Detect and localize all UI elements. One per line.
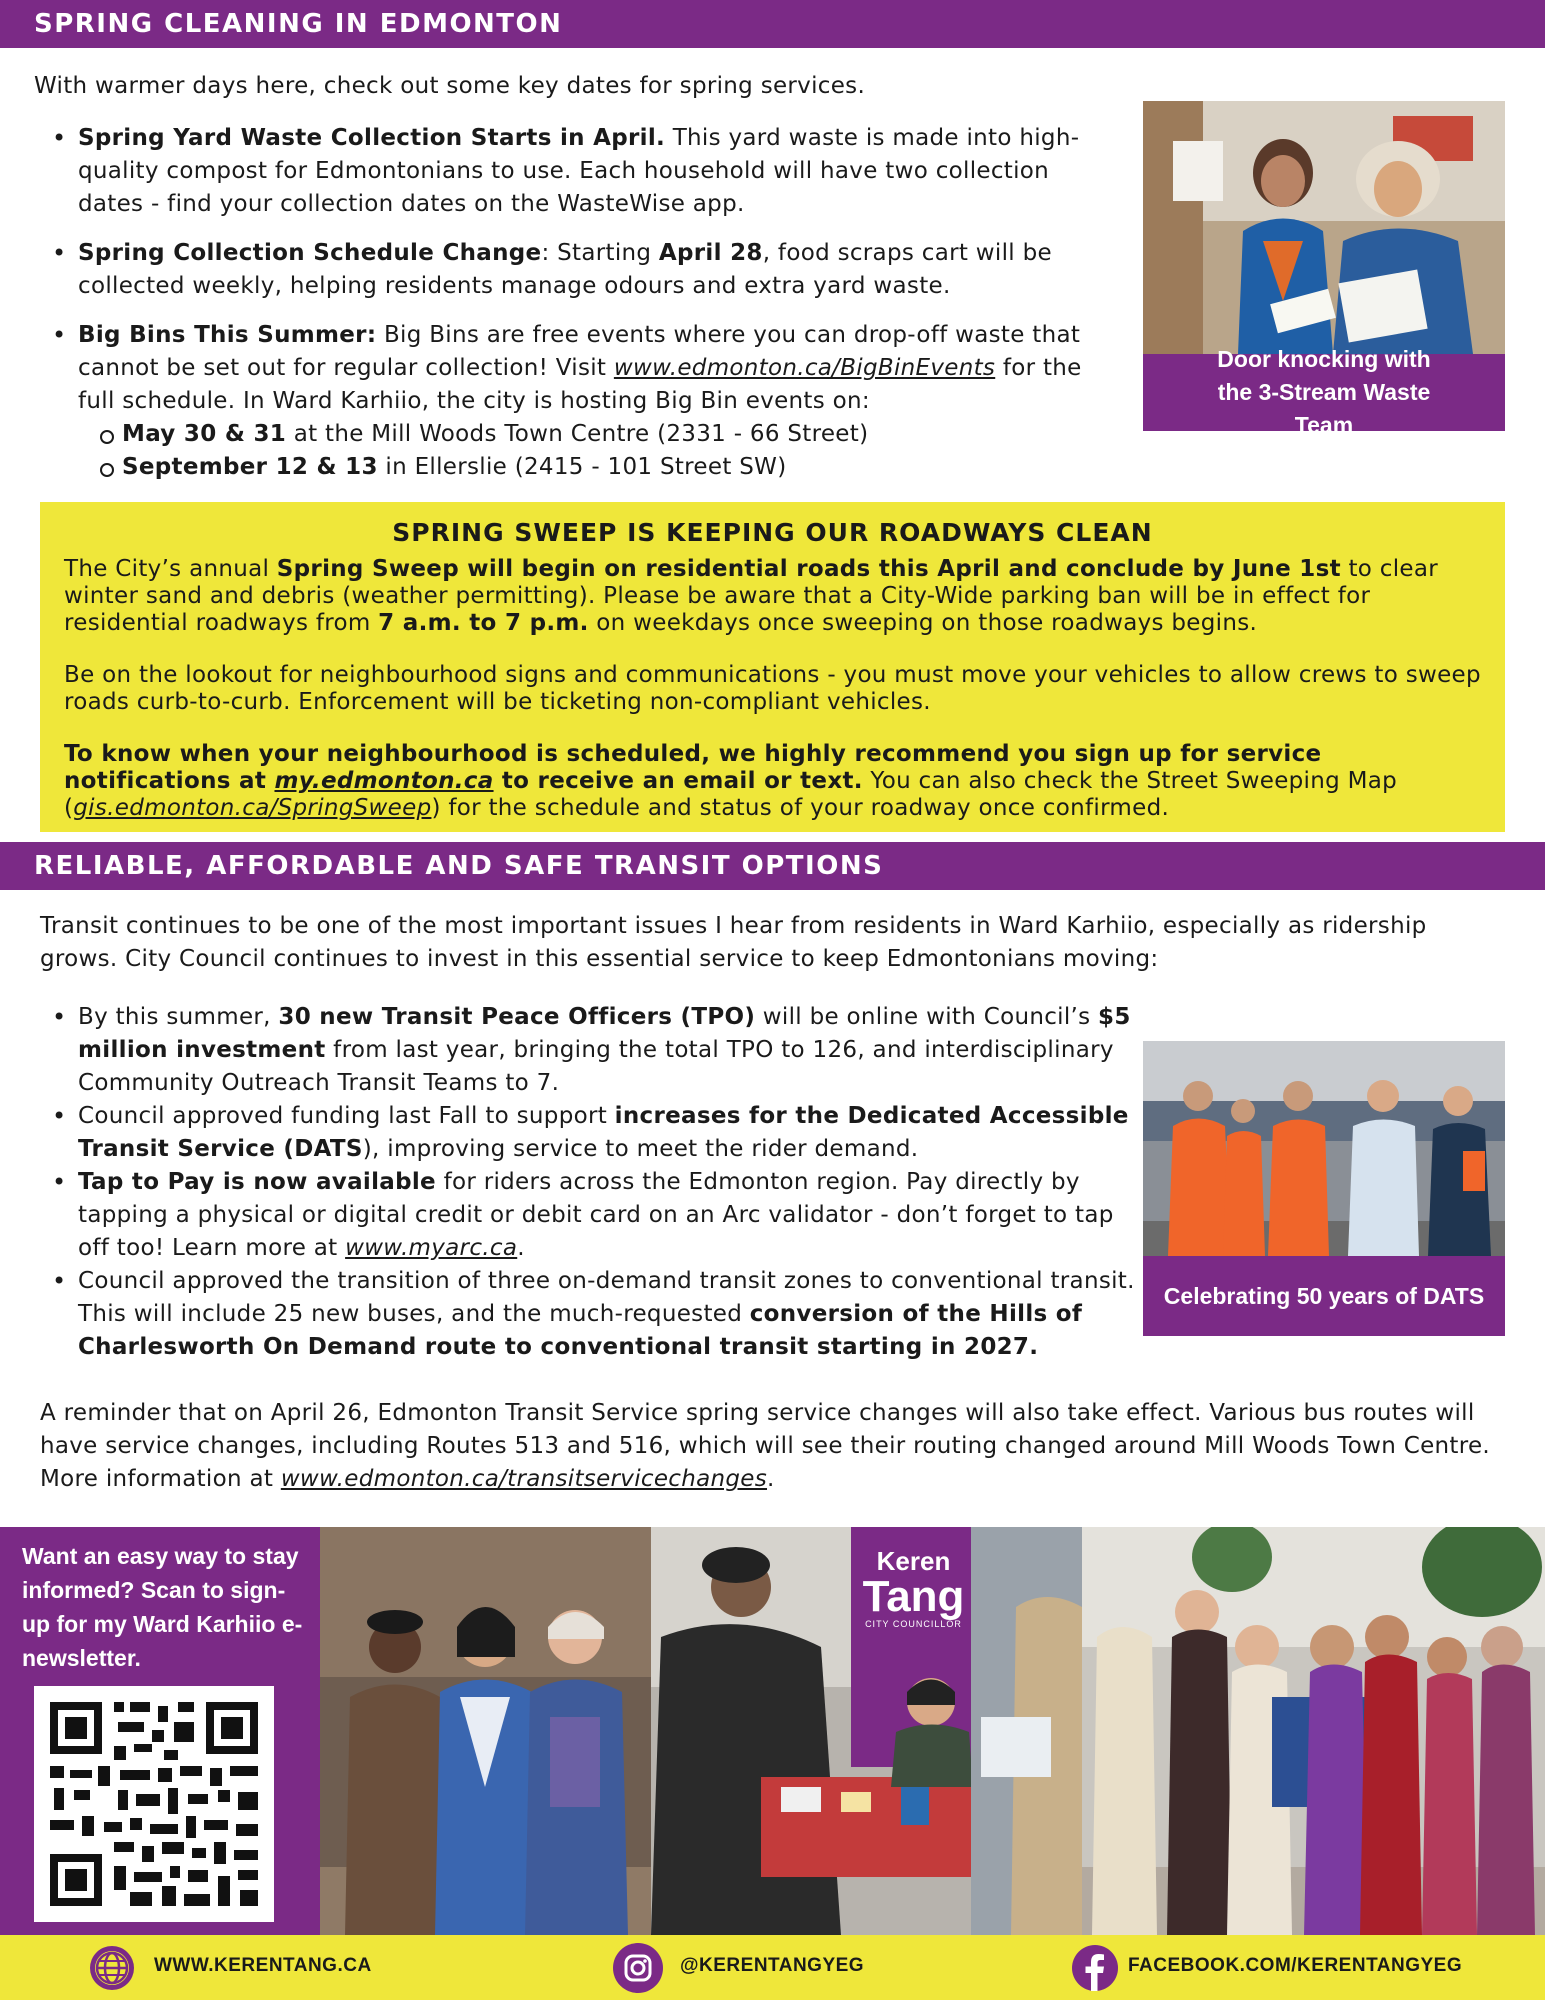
text: . (767, 1466, 775, 1492)
banner-line-1: Keren (876, 1546, 951, 1576)
myarc-link[interactable]: www.myarc.ca (345, 1235, 518, 1261)
text: By this summer, (78, 1004, 279, 1030)
facebook-link[interactable]: FACEBOOK.COM/KERENTANGYEG (1128, 1955, 1463, 1976)
date-bold: May 30 & 31 (122, 421, 287, 447)
newsletter-cta: Want an easy way to stay informed? Scan to sign-up for my Ward Karhiio e-newsletter. (22, 1543, 303, 1671)
bullet-text: : Starting (541, 240, 659, 266)
bottom-photo-strip (0, 1527, 1545, 1935)
spring-sweep-map-link[interactable]: gis.edmonton.ca/SpringSweep (73, 795, 432, 821)
banner-sign (851, 1547, 976, 1629)
transit-intro: Transit continues to be one of the most important issues I hear from residents in Ward Karhiio, especially as ridership grows. City Council continues to invest in this essential service to keep Edmontonians moving: (40, 913, 1427, 972)
bullet-bold: Spring Collection Schedule Change (78, 240, 542, 266)
date-text: in Ellerslie (2415 - 101 Street SW) (377, 454, 787, 480)
community-photo-1 (320, 1527, 651, 1935)
banner-line-2: Tang (862, 1572, 965, 1621)
door-knocking-caption (1143, 346, 1505, 438)
text: Council approved the transition of three on-demand transit zones to conventional transit. This will include 25 new buses, and the much-requested (78, 1268, 1135, 1327)
date-text: at the Mill Woods Town Centre (2331 - 66 Street) (286, 421, 869, 447)
text-bold: to receive an email or text. (493, 768, 863, 794)
sweep-paragraph-1 (64, 556, 1494, 637)
sweep-heading: SPRING SWEEP IS KEEPING OUR ROADWAYS CLEAN (392, 518, 1153, 547)
facebook-icon (1072, 1945, 1118, 1991)
community-photo-2 (651, 1527, 1082, 1935)
text: The City’s annual (64, 556, 277, 582)
dats-celebration-photo (1143, 1041, 1505, 1256)
list-item (38, 319, 1118, 484)
website-link[interactable]: WWW.KERENTANG.CA (154, 1955, 372, 1976)
text-bold: 7 a.m. to 7 p.m. (378, 610, 589, 636)
list-item (38, 1100, 1138, 1166)
transit-reminder (40, 1397, 1510, 1496)
bullet-text: for the full schedule. In Ward Karhiio, the city is hosting Big Bin events on: (78, 355, 1082, 414)
caption-text: Door knocking with the 3-Stream Waste Team (1217, 346, 1431, 438)
footer-bar (0, 1935, 1545, 2000)
spring-sweep-box (40, 502, 1505, 832)
bullet-bold: Spring Yard Waste Collection Starts in April. (78, 125, 666, 151)
text: . (517, 1235, 525, 1261)
globe-icon (90, 1946, 134, 1990)
my-edmonton-link[interactable]: my.edmonton.ca (274, 768, 494, 794)
instagram-icon (613, 1943, 663, 1993)
spring-intro: With warmer days here, check out some key dates for spring services. (34, 73, 866, 99)
text: Council approved funding last Fall to support (78, 1103, 615, 1129)
list-item (78, 451, 1118, 484)
list-item (38, 1166, 1138, 1265)
text-bold: Tap to Pay is now available (78, 1169, 436, 1195)
text-bold: $5 million investment (78, 1004, 1131, 1063)
bullet-text: This yard waste is made into high-quality compost for Edmontonians to use. Each household will have two collection dates - find your collection dates on the WasteWise app. (78, 125, 1080, 217)
spring-bullet-list (38, 122, 1118, 484)
instagram-handle[interactable]: @KERENTANGYEG (680, 1955, 865, 1976)
text: from last year, bringing the total TPO to 126, and interdisciplinary Community Outreach Transit Teams to 7. (78, 1037, 1114, 1096)
text-bold: 30 new Transit Peace Officers (TPO) (278, 1004, 756, 1030)
list-item (38, 1265, 1138, 1364)
list-item (38, 122, 1118, 221)
text-bold: Spring Sweep will begin on residential roads this April and conclude by June 1st (276, 556, 1341, 582)
text-bold: To know when your neighbourhood is scheduled, we highly recommend you sign up for service notifications at (64, 741, 1322, 794)
text-bold: increases for the Dedicated Accessible Transit Service (DATS (78, 1103, 1129, 1162)
list-item (38, 237, 1118, 303)
bullet-text: Big Bins are free events where you can drop-off waste that cannot be set out for regular collection! Visit (78, 322, 1081, 381)
sweep-paragraph-3 (64, 741, 1494, 822)
caption-text: Celebrating 50 years of DATS (1163, 1282, 1485, 1309)
big-bin-link[interactable]: www.edmonton.ca/BigBinEvents (613, 355, 996, 381)
sweep-paragraph-2: Be on the lookout for neighbourhood signs and communications - you must move your vehicles to allow crews to sweep roads curb-to-curb. Enforcement will be ticketing non-compliant vehicles. (64, 662, 1481, 715)
text: on weekdays once sweeping on those roadways begins. (588, 610, 1258, 636)
text: You can also check the Street Sweeping Map ( (64, 768, 1398, 821)
section-heading-transit: RELIABLE, AFFORDABLE AND SAFE TRANSIT OPTIONS (0, 842, 1545, 890)
newsletter-panel (0, 1527, 320, 1935)
transit-service-changes-link[interactable]: www.edmonton.ca/transitservicechanges (280, 1466, 768, 1492)
section-heading-spring: SPRING CLEANING IN EDMONTON (0, 0, 1545, 48)
text: to clear winter sand and debris (weather permitting). Please be aware that a City-Wide parking ban will be in effect for residential roadways from (64, 556, 1439, 636)
bullet-bold: Big Bins This Summer: (78, 322, 377, 348)
banner-line-3: CITY COUNCILLOR (865, 1619, 962, 1629)
text: ), improving service to meet the rider demand. (362, 1136, 919, 1162)
dats-caption (1143, 1256, 1505, 1336)
list-item (78, 418, 1118, 451)
date-bold: September 12 & 13 (122, 454, 378, 480)
door-knocking-photo (1143, 101, 1505, 354)
list-item (38, 1001, 1138, 1100)
text: ) for the schedule and status of your roadway once confirmed. (431, 795, 1170, 821)
text: A reminder that on April 26, Edmonton Transit Service spring service changes will also take effect. Various bus routes will have service changes, including Routes 513 and 516, which will see their routing changed around Mill Woods Town Centre. More information at (40, 1400, 1491, 1492)
text: will be online with Council’s (755, 1004, 1099, 1030)
bullet-bold: April 28 (658, 240, 763, 266)
text-bold: conversion of the Hills of Charlesworth On Demand route to conventional transit starting in 2027. (78, 1301, 1083, 1360)
big-bin-dates (78, 418, 1118, 484)
text: for riders across the Edmonton region. Pay directly by tapping a physical or digital credit or debit card on an Arc validator - don’t forget to tap off too! Learn more at (78, 1169, 1114, 1261)
qr-code[interactable] (34, 1686, 274, 1922)
community-photo-3 (1082, 1527, 1545, 1935)
bullet-text: , food scraps cart will be collected weekly, helping residents manage odours and extra yard waste. (78, 240, 1052, 299)
transit-bullet-list (38, 1001, 1138, 1364)
